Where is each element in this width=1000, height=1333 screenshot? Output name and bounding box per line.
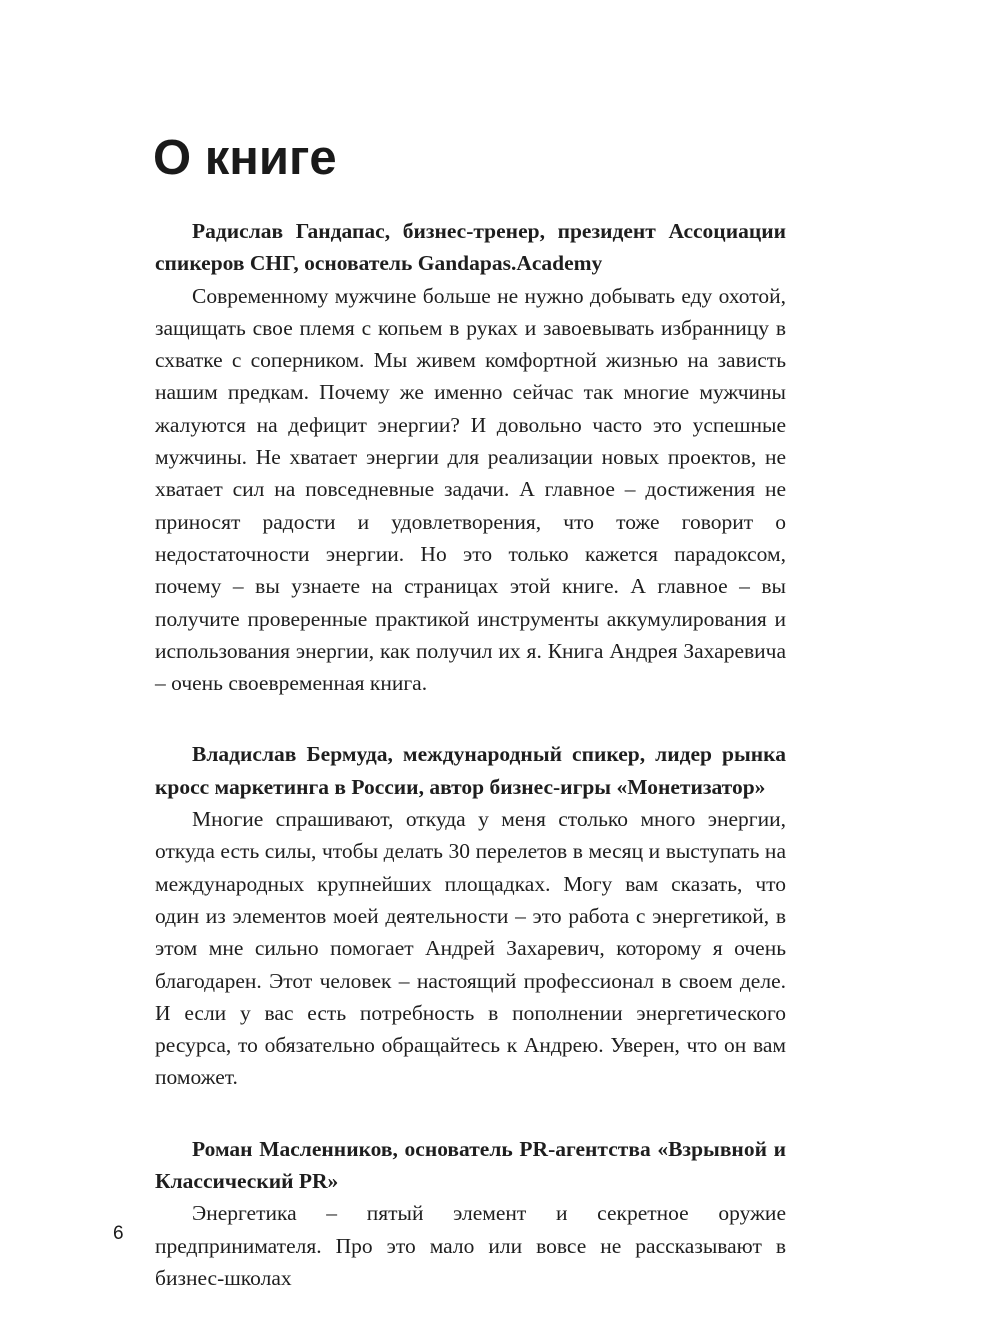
review-text: Современному мужчине больше не нужно добывать еду охотой, защищать свое племя с копьем в руках и завоевывать избранницу в схватке с соперником. Мы живем комфортной жизнью на зависть нашим предкам. Почему же именно сейчас так многие мужчины жалуются на дефицит энергии? И довольно часто это успешные мужчины. Не хватает энергии для реализации новых проектов, не хватает сил на повседневные задачи. А главное – достижения не приносят радости и удовлетворения, что тоже говорит о недостаточности энергии. Но это только кажется парадоксом, почему – вы узнаете на страницах этой книге. А главное – вы получите проверенные практикой инструменты аккумулирования и использования энергии, как получил их я. Книга Андрея Захаревича – очень своевременная книга. [155, 283, 786, 696]
review-author: Радислав Гандапас, бизнес-тренер, президент Ассоциации спикеров СНГ, основатель Gandapas.Academy [155, 219, 786, 276]
review-bermuda [155, 738, 786, 1093]
page-number: 6 [113, 1223, 124, 1244]
page-title: О книге [153, 131, 337, 185]
review-maslennikov [155, 1133, 786, 1294]
review-text: Многие спрашивают, откуда у меня столько много энергии, откуда есть силы, чтобы делать 30 перелетов в месяц и выступать на международных крупнейших площадках. Могу вам сказать, что один из элементов моей деятельности – это работа с энергетикой, в этом мне сильно помогает Андрей Захаревич, которому я очень благодарен. Этот человек – настоящий профессионал в своем деле. И если у вас есть потребность в пополнении энергетического ресурса, то обязательно обращайтесь к Андрею. Уверен, что он вам поможет. [155, 807, 786, 1090]
reviews-list [155, 215, 786, 1333]
review-gandapas [155, 215, 786, 699]
review-author: Роман Масленников, основатель PR-агентства «Взрывной и Классический PR» [155, 1136, 786, 1194]
review-text: Энергетика – пятый элемент и секретное оружие предпринимателя. Про это мало или вовсе не рассказывают в бизнес-школах [155, 1201, 786, 1290]
review-author: Владислав Бермуда, международный спикер, лидер рынка кросс маркетинга в России, автор бизнес-игры «Монетизатор» [155, 742, 786, 799]
